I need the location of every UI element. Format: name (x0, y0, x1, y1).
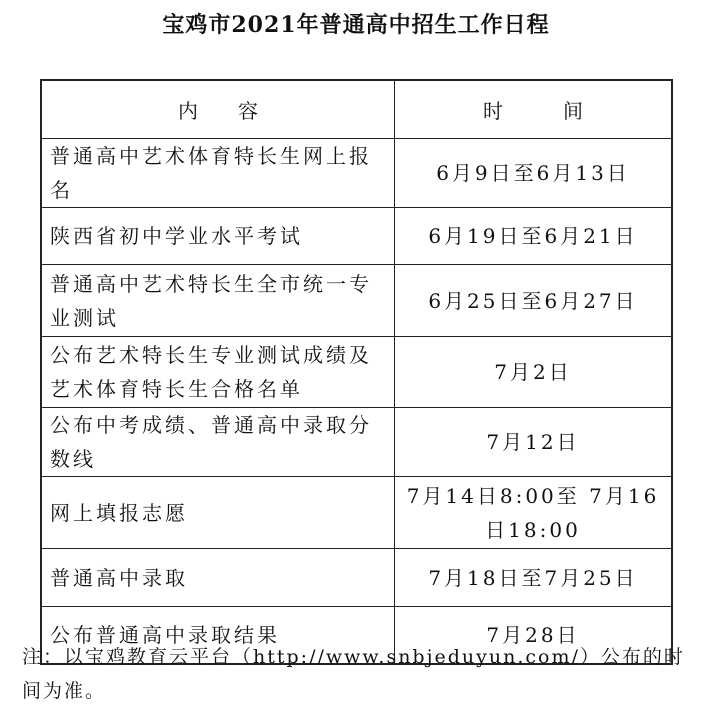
row-content: 普通高中录取 (41, 549, 395, 607)
schedule-table (40, 79, 673, 665)
header-content-label: 内 容 (178, 99, 258, 123)
row-time: 6月19日至6月21日 (395, 208, 673, 265)
row-content: 普通高中艺术特长生全市统一专业测试 (41, 265, 395, 337)
row-content: 公布普通高中录取结果 (41, 607, 395, 664)
row-time: 7月14日8:00至 7月16日18:00 (395, 477, 673, 549)
footnote: 注：以宝鸡教育云平台（http://www.snbjeduyun.com/）公布的时间为准。 (22, 646, 685, 702)
header-time-label: 时 间 (483, 99, 583, 123)
row-time: 7月18日至7月25日 (395, 549, 673, 607)
page-title: 宝鸡市2021年普通高中招生工作日程 (162, 12, 550, 38)
row-time: 7月2日 (395, 337, 673, 408)
table-row (41, 408, 672, 477)
table-row (41, 265, 672, 337)
header-time (395, 80, 673, 139)
row-content: 普通高中艺术体育特长生网上报名 (41, 139, 395, 208)
row-time: 6月25日至6月27日 (395, 265, 673, 337)
row-content: 公布艺术特长生专业测试成绩及艺术体育特长生合格名单 (41, 337, 395, 408)
row-time: 7月28日 (395, 607, 673, 664)
table-row (41, 208, 672, 265)
row-time: 7月12日 (395, 408, 673, 477)
table-row (41, 477, 672, 549)
header-content (41, 80, 395, 139)
table-row (41, 549, 672, 607)
table-row (41, 337, 672, 408)
row-content: 公布中考成绩、普通高中录取分数线 (41, 408, 395, 477)
row-content: 陕西省初中学业水平考试 (41, 208, 395, 265)
table-row (41, 139, 672, 208)
table-header-row (41, 80, 672, 139)
row-time: 6月9日至6月13日 (395, 139, 673, 208)
row-content: 网上填报志愿 (41, 477, 395, 549)
